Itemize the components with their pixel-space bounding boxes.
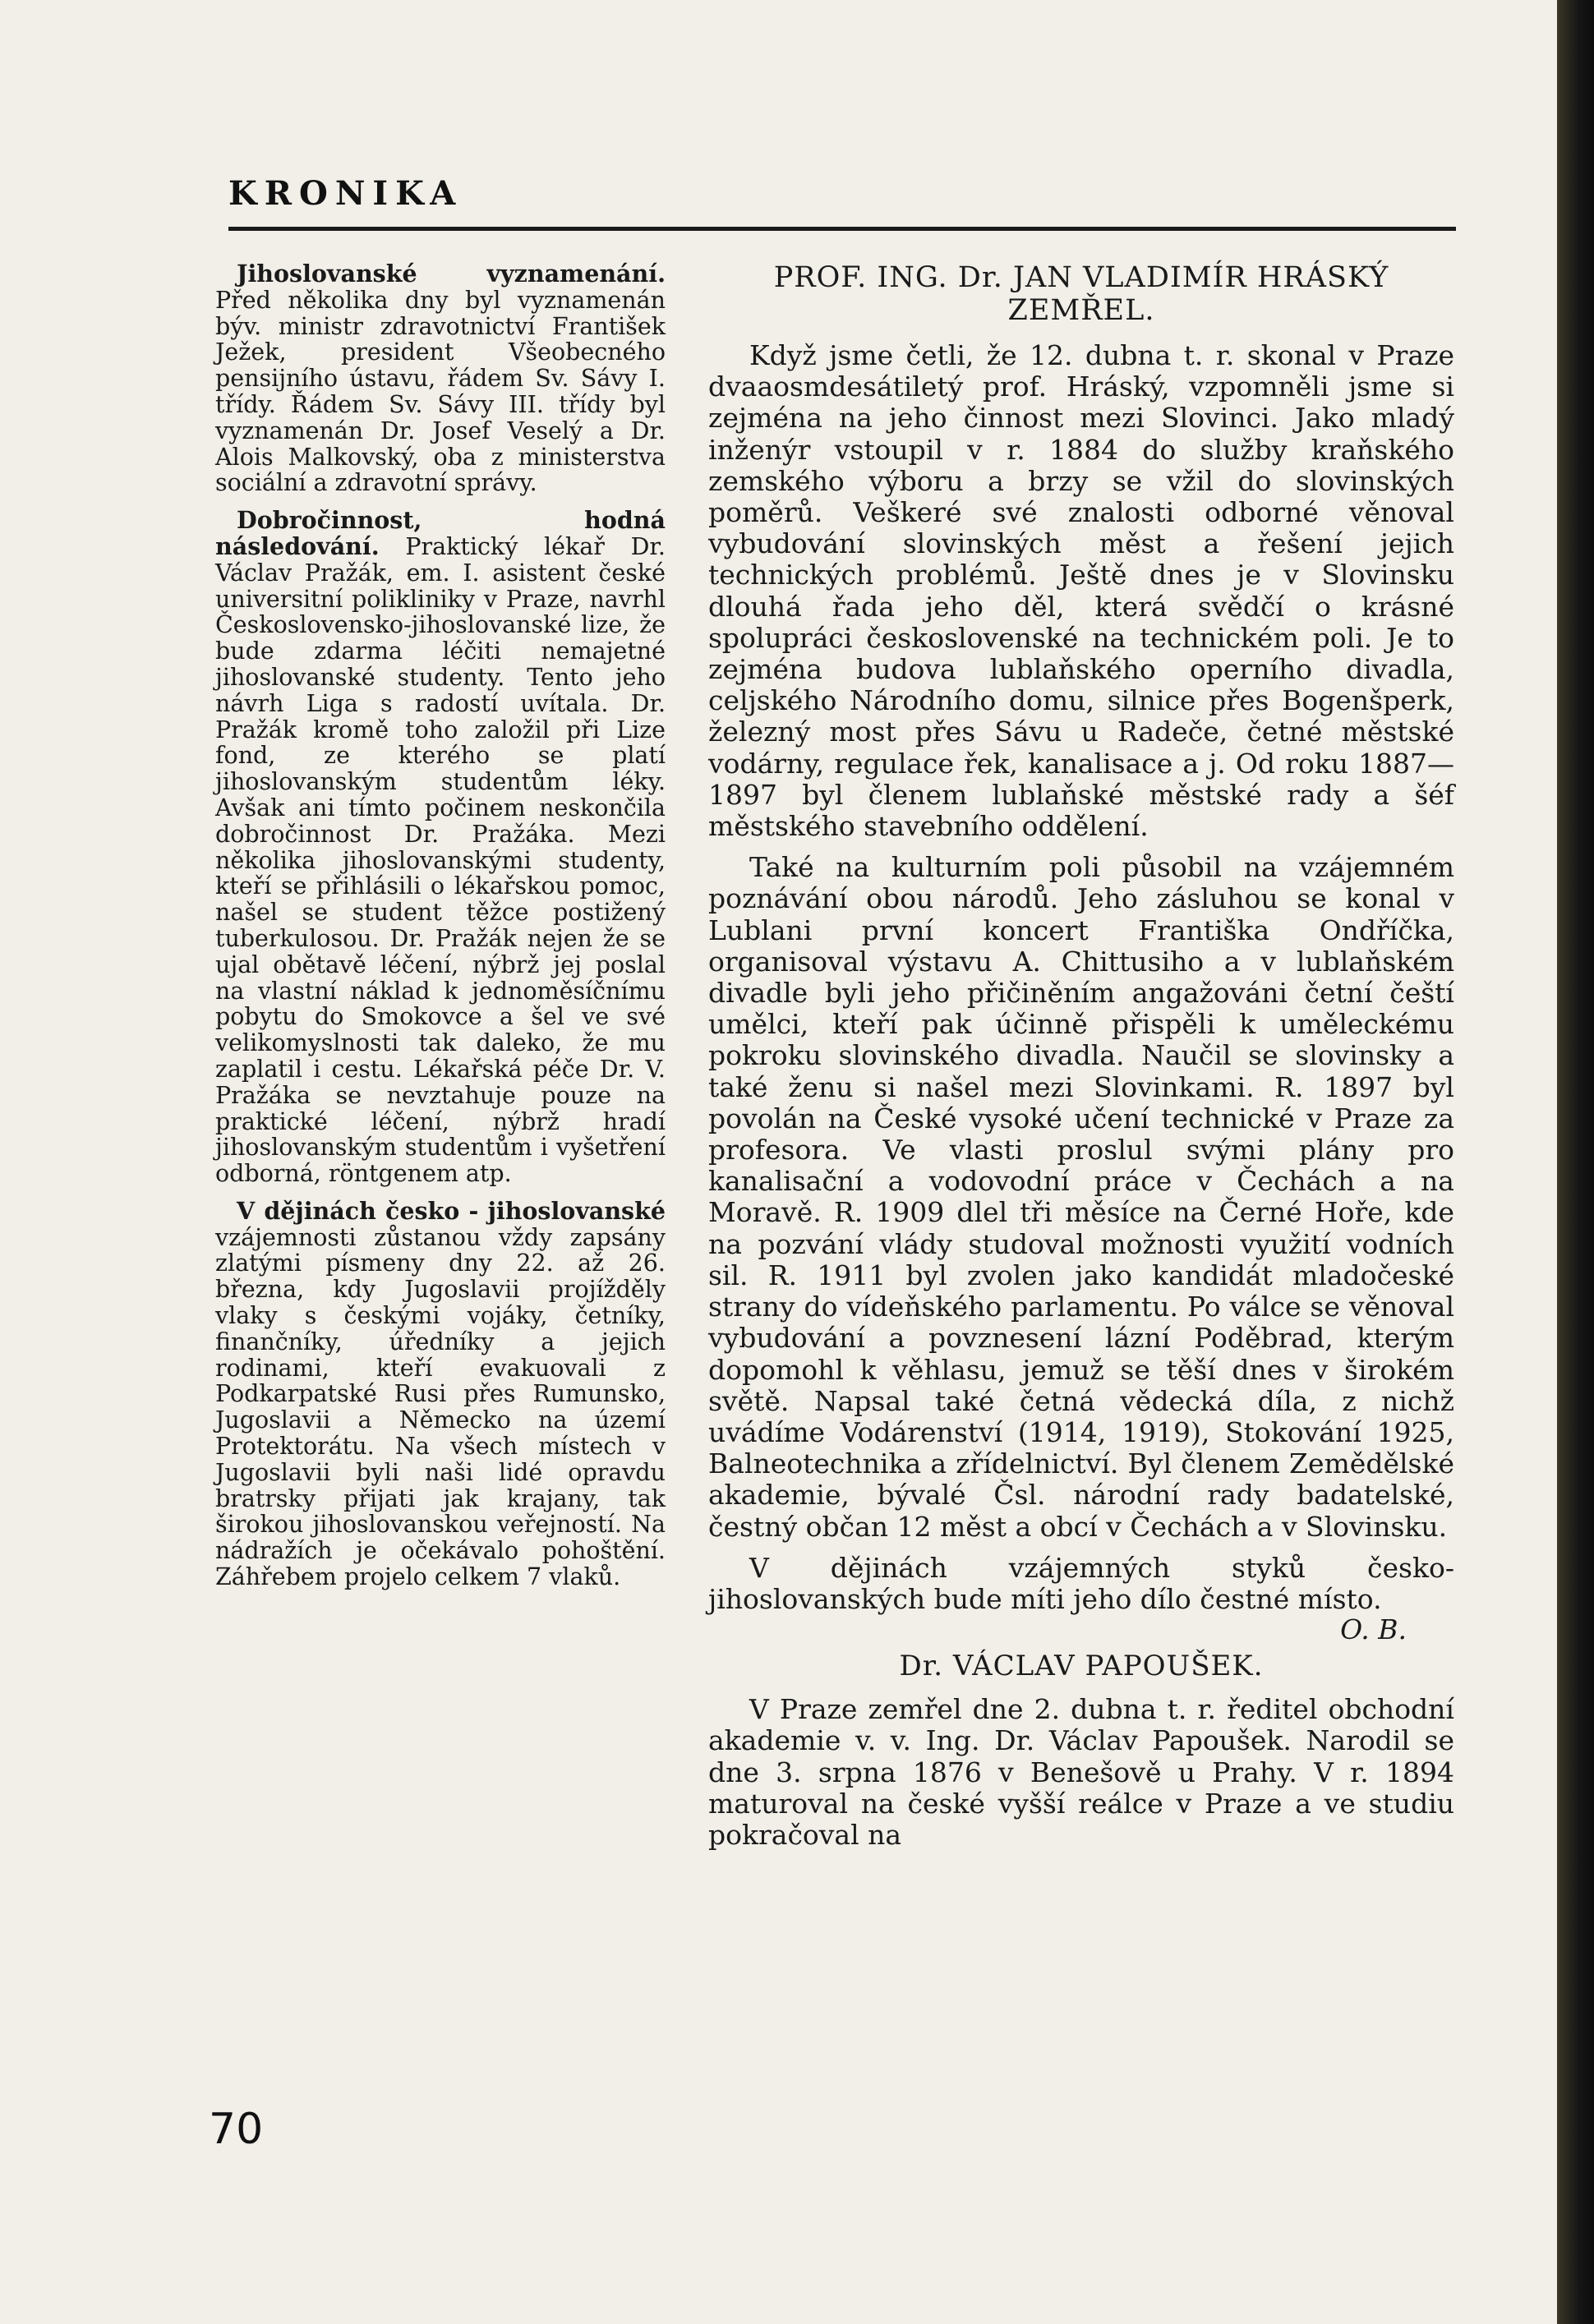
right-column <box>708 261 1454 1851</box>
author-signature: O. B. <box>1340 1613 1407 1646</box>
obituary-paragraph: Když jsme četli, že 12. dubna t. r. skonal v Praze dvaaosmdesátiletý prof. Hráský, vzpomněli jsme si zejména na jeho činnost mezi Slovinci. Jako mladý inženýr vstoupil v r. 1884 do služby kraňského zemského výboru a brzy se vžil do slovinských poměrů. Veškeré své znalosti odborné věnoval vybudování slovinských měst a řešení jejich technických problémů. Ještě dnes je v Slovinsku dlouhá řada jeho děl, která svědčí o krásné spolupráci československé na technickém poli. Je to zejména budova lublaňského operního divadla, celjského Národního domu, silnice přes Bogenšperk, železný most přes Sávu u Radeče, četné městské vodárny, regulace řek, kanalisace a j. Od roku 1887—1897 byl členem lublaňské městské rady a šéf městského stavebního oddělení. <box>708 339 1454 843</box>
left-column <box>215 261 666 1590</box>
obituary-paragraph: Také na kulturním poli působil na vzájemném poznávání obou národů. Jeho zásluhou se konal v Lublani první koncert Františka Ondříčka, organisoval výstavu A. Chittusiho a v lublaňském divadle byli jeho přičiněním angažováni četní čeští umělci, kteří pak účinně přispěli k uměleckému pokroku slovinského divadla. Naučil se slovinsky a také ženu si našel mezi Slovinkami. R. 1897 byl povolán na České vysoké učení technické v Praze za profesora. Ve vlasti proslul svými plány pro kanalisační a vodovodní práce v Čechách a na Moravě. R. 1909 dlel tři měsíce na Černé Hoře, kde na pozvání vlády studoval možnosti využití vodních sil. R. 1911 byl zvolen jako kandidát mladočeské strany do vídeňského parlamentu. Po válce se věnoval vybudování a povznesení lázní Poděbrad, kterým dopomohl k věhlasu, jemuž se těší dnes v širokém světě. Napsal také četná vědecká díla, z nichž uvádíme Vodárenství (1914, 1919), Stokování 1925, Balneotechnika a zřídelnictví. Byl členem Zemědělské akademie, bývalé Čsl. národní rady badatelské, čestný občan 12 měst a obcí v Čechách a v Slovinsku. <box>708 851 1454 1543</box>
section-header: KRONIKA <box>228 174 463 213</box>
page-number: 70 <box>209 2105 264 2154</box>
news-item-text: vzájemnosti zůstanou vždy zapsány zlatými písmeny dny 22. až 26. března, kdy Jugoslavii projížděly vlaky s českými vojáky, četníky, finančníky, úředníky a jejich rodinami, kteří evakuovali z Podkarpatské Rusi přes Rumunsko, Jugoslavii a Německo na území Protektorátu. Na všech místech v Jugoslavii byli naši lidé opravdu bratrsky přijati jak krajany, tak širokou jihoslovanskou veřejností. Na nádražích je očekávalo pohoštění. Záhřebem projelo celkem 7 vlaků. <box>215 1223 666 1591</box>
news-item-lead: Jihoslovanské vyznamenání. <box>237 260 666 288</box>
obituary-paragraph: V Praze zemřel dne 2. dubna t. r. ředitel obchodní akademie v. v. Ing. Dr. Václav Papoušek. Narodil se dne 3. srpna 1876 v Benešově u Prahy. V r. 1894 maturoval na české vyšší reálce v Praze a ve studiu pokračoval na <box>708 1693 1454 1851</box>
news-item-decoration <box>215 261 666 496</box>
obituary-paragraph: V dějinách vzájemných styků česko-jihoslovanských bude míti jeho dílo čestné místo. <box>708 1551 1454 1615</box>
header-rule <box>228 227 1456 231</box>
obituary-title-hrasky: PROF. ING. Dr. JAN VLADIMÍR HRÁSKÝ ZEMŘEL. <box>773 261 1389 327</box>
obituary-title-papousek: Dr. VÁCLAV PAPOUŠEK. <box>899 1650 1264 1683</box>
news-item-lead: V dějinách česko - jihoslovanské <box>237 1196 666 1225</box>
news-item-text: Praktický lékař Dr. Václav Pražák, em. I. asistent české universitní polikliniky v Praze, navrhl Československo-jihoslovanské lize, že bude zdarma léčiti nemajetné jihoslovanské studenty. Tento jeho návrh Liga s radostí uvítala. Dr. Pražák kromě toho založil při Lize fond, ze kterého se platí jihoslovanským studentům léky. Avšak ani tímto počinem neskončila dobročinnost Dr. Pražáka. Mezi několika jihoslovanskými studenty, kteří se přihlásili o lékařskou pomoc, našel se student těžce postižený tuberkulosou. Dr. Pražák nejen že se ujal obětavě léčení, nýbrž jej poslal na vlastní náklad k jednoměsíčnímu pobytu do Smokovce a šel ve své velikomyslnosti tak daleko, že mu zaplatil i cestu. Lékařská péče Dr. V. Pražáka se nevztahuje pouze na praktické léčení, nýbrž hradí jihoslovanským studentům i vyšetření odborná, röntgenem atp. <box>215 532 666 1188</box>
news-item-text: Před několika dny byl vyznamenán býv. ministr zdravotnictví František Ježek, president Všeobecného pensijního ústavu, řádem Sv. Sávy I. třídy. Řádem Sv. Sávy III. třídy byl vyznamenán Dr. Josef Veselý a Dr. Alois Malkovský, oba z ministerstva sociální a zdravotní správy. <box>215 286 666 497</box>
news-item-charity <box>215 508 666 1187</box>
news-item-lead: Dobročinnost, hodná následování. <box>215 506 666 560</box>
news-item-evacuation <box>215 1196 666 1591</box>
scan-binding-edge <box>1557 0 1594 2324</box>
